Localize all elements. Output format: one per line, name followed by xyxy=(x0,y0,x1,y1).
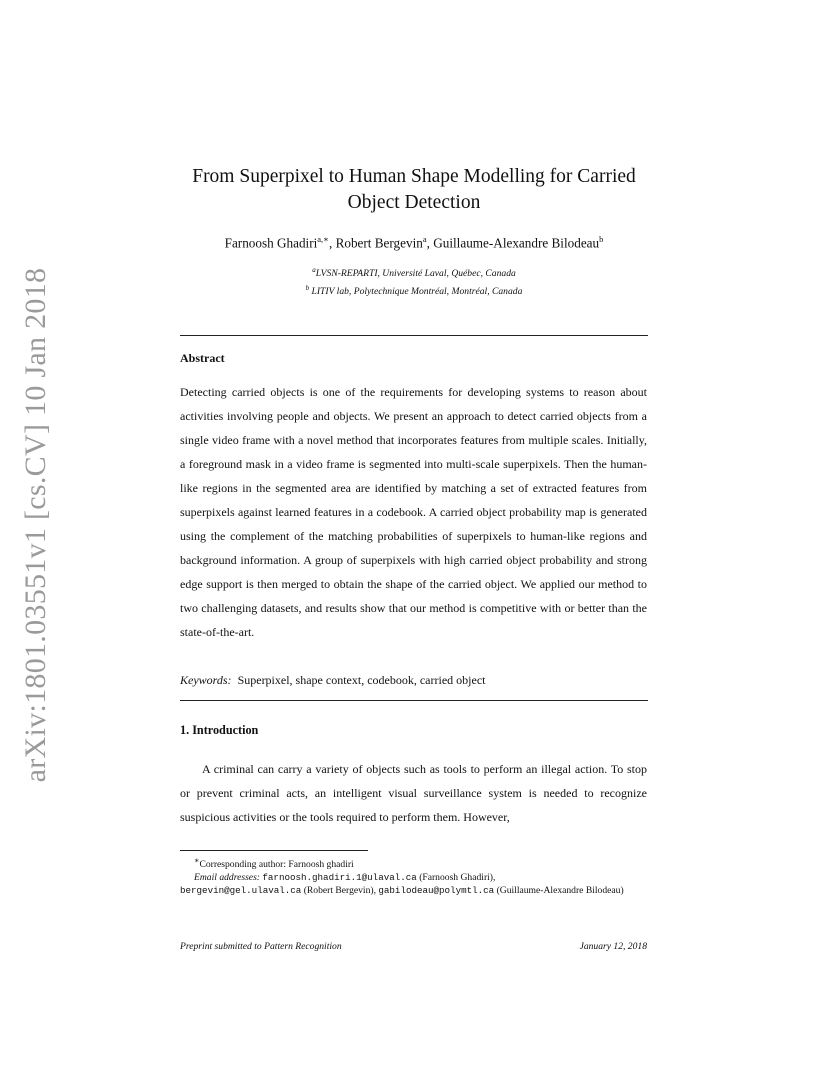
author-list xyxy=(180,234,648,251)
footnote xyxy=(180,854,647,897)
affiliation-mark: b xyxy=(305,284,310,293)
title-line-1: From Superpixel to Human Shape Modelling for Carried xyxy=(192,166,636,187)
author-affil-mark: a,∗ xyxy=(317,234,329,244)
abstract-heading: Abstract xyxy=(180,351,225,365)
keywords xyxy=(180,673,485,688)
footer-date: January 12, 2018 xyxy=(579,941,647,952)
email-addresses xyxy=(180,871,647,897)
keywords-text: Superpixel, shape context, codebook, carried object xyxy=(237,673,486,687)
arxiv-identifier: arXiv:1801.03551v1 [cs.CV] 10 Jan 2018 xyxy=(19,267,52,783)
corresponding-author-note xyxy=(180,854,647,871)
abstract-bottom-rule xyxy=(180,700,648,701)
affiliation-mark: a xyxy=(312,266,316,274)
section-heading-introduction: 1. Introduction xyxy=(180,723,259,737)
keywords-label: Keywords: xyxy=(180,673,232,687)
footer-preprint-note: Preprint submitted to Pattern Recognition xyxy=(180,941,342,952)
author-affil-mark: b xyxy=(599,234,604,244)
title-line-2: Object Detection xyxy=(347,192,481,213)
author-name: Guillaume-Alexandre Bilodeau xyxy=(433,235,600,251)
affiliations xyxy=(180,263,648,299)
affiliation-b xyxy=(180,281,648,299)
email-label: Email addresses: xyxy=(194,872,260,884)
email-link[interactable]: bergevin@gel.ulaval.ca xyxy=(180,885,302,897)
author-name: Robert Bergevin xyxy=(335,235,423,251)
email-link[interactable]: gabilodeau@polymtl.ca xyxy=(378,885,495,897)
corresponding-author-text: Corresponding author: Farnoosh ghadiri xyxy=(199,859,354,871)
email-link[interactable]: farnoosh.ghadiri.1@ulaval.ca xyxy=(262,872,417,884)
affiliation-text: LVSN-REPARTI, Université Laval, Québec, Canada xyxy=(315,268,516,280)
author-separator: , xyxy=(426,235,434,251)
affiliation-a xyxy=(180,263,648,281)
footnote-mark: ∗ xyxy=(194,856,200,865)
author-name: Farnoosh Ghadiri xyxy=(224,235,318,251)
affiliation-text: LITIV lab, Polytechnique Montréal, Montréal, Canada xyxy=(309,286,523,298)
email-owner: (Robert Bergevin), xyxy=(301,885,379,897)
footnote-rule xyxy=(180,850,368,851)
abstract-text: Detecting carried objects is one of the requirements for developing systems to reason about activities involving people and objects. We present an approach to detect carried objects from a single video frame with a novel method that incorporates features from multiple scales. Initially, a foreground mask in a video frame is segmented into multi-scale superpixels. Then the human-like regions in the segmented area are identified by matching a set of extracted features from superpixels against learned features in a codebook. A carried object probability map is generated using the complement of the matching probabilities of superpixels to human-like regions and background information. A group of superpixels with high carried object probability and strong edge support is then merged to obtain the shape of the carried object. We applied our method to two challenging datasets, and results show that our method is competitive with or better than the state-of-the-art. xyxy=(180,385,647,639)
email-owner: (Guillaume-Alexandre Bilodeau) xyxy=(494,885,624,897)
paper-title xyxy=(180,164,648,216)
abstract-top-rule xyxy=(180,335,648,336)
email-owner: (Farnoosh Ghadiri), xyxy=(416,872,496,884)
author-affil-mark: a xyxy=(422,234,427,244)
author-separator: , xyxy=(328,235,336,251)
introduction-text: A criminal can carry a variety of objects such as tools to perform an illegal action. To stop or prevent criminal acts, an intelligent visual surveillance system is needed to recognize suspicious activities or the tools required to perform them. However, xyxy=(180,762,647,824)
